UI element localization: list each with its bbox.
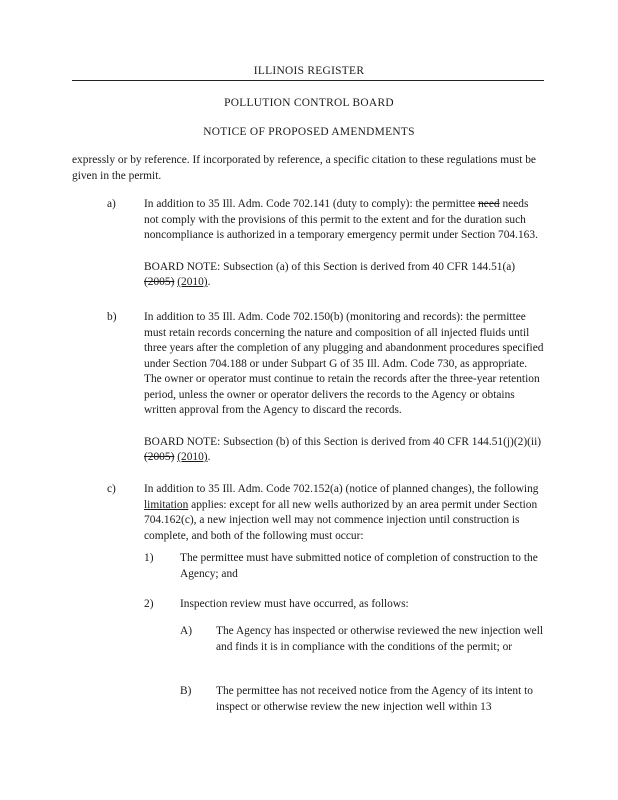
item-c-text: In addition to 35 Ill. Adm. Code 702.152(a) (notice of planned changes), the following limitation applies: except for all new wells authorized by an area permit under Section 704.162(c), a new injection well may not commence injection until construction is complete, and both of the following must occur: [144, 483, 539, 542]
item-c-label: c) [107, 483, 116, 495]
added-year: (2010) [177, 451, 208, 463]
deleted-text: need [478, 198, 500, 210]
item-c2B-label: B) [180, 685, 192, 697]
register-title: ILLINOIS REGISTER [253, 65, 365, 77]
item-a-text: In addition to 35 Ill. Adm. Code 702.141 (duty to comply): the permittee need needs not comply with the provisions of this permit to the extent and for the duration such noncompliance is authorized in a temporary emergency permit under Section 704.163. [144, 198, 538, 241]
deleted-year: (2005) [144, 451, 175, 463]
header-rule [72, 80, 544, 81]
item-b-text: In addition to 35 Ill. Adm. Code 702.150(b) (monitoring and records): the permittee must retain records concerning the nature and composition of all injected fluids until three years after the completion of any plugging and abandonment procedures specified under Section 704.188 or under Subpart G of 35 Ill. Adm. Code 730, as appropriate. The owner or operator must continue to retain the records after the three-year retention period, unless the owner or operator delivers the records to the Agency or obtains written approval from the Agency to discard the records. [144, 311, 544, 416]
item-b-label: b) [107, 311, 117, 323]
item-c2A-label: A) [180, 625, 193, 637]
board-title: POLLUTION CONTROL BOARD [224, 97, 394, 109]
item-c1-label: 1) [144, 552, 154, 564]
added-word: limitation [144, 498, 189, 511]
item-c2A-text: The Agency has inspected or otherwise reviewed the new injection well and finds it is in compliance with the conditions of the permit; or [216, 625, 544, 653]
item-b-board-note: BOARD NOTE: Subsection (b) of this Section is derived from 40 CFR 144.51(j)(2)(ii) (2005) (2010). [144, 435, 542, 463]
item-c2B-text: The permittee has not received notice from the Agency of its intent to inspect or otherwise review the new injection well within 13 [216, 685, 533, 713]
item-c2-label: 2) [144, 598, 154, 610]
item-a-board-note: BOARD NOTE: Subsection (a) of this Section is derived from 40 CFR 144.51(a) (2005) (2010). [144, 260, 516, 288]
item-c2-text: Inspection review must have occurred, as follows: [180, 598, 409, 610]
item-c [144, 482, 544, 544]
item-a [144, 197, 544, 291]
added-year: (2010) [177, 276, 208, 288]
item-b [144, 310, 544, 466]
deleted-year: (2005) [144, 276, 175, 288]
notice-title: NOTICE OF PROPOSED AMENDMENTS [203, 126, 415, 138]
intro-paragraph: expressly or by reference. If incorporated by reference, a specific citation to these regulations must be given in the permit. [72, 154, 536, 182]
item-a-label: a) [107, 198, 116, 210]
item-c1-text: The permittee must have submitted notice of completion of construction to the Agency; and [180, 552, 538, 580]
